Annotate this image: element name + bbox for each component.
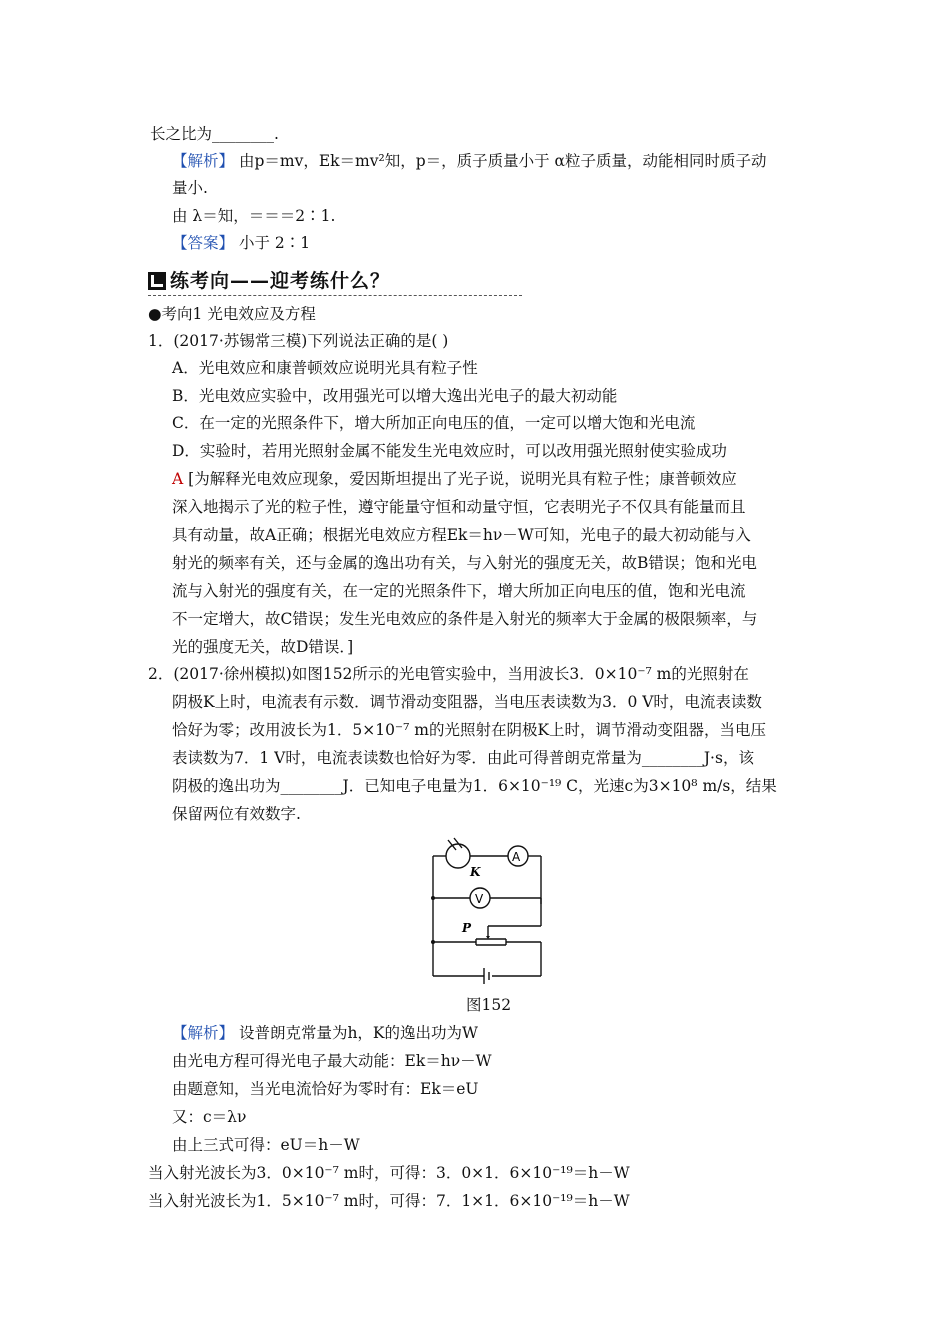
explanation-line: 深入地揭示了光的粒子性，遵守能量守恒和动量守恒，它表明光子不仅具有能量而且	[172, 498, 746, 516]
answer-tag: 【答案】	[172, 234, 235, 252]
question-2-line: 2．(2017·徐州模拟)如图152所示的光电管实验中，当用波长3．0×10⁻⁷ m的光照射在	[148, 665, 749, 683]
analysis-line	[172, 150, 767, 172]
solution-line: 由光电方程可得光电子最大动能：Ek＝hν－W	[172, 1052, 492, 1070]
question-1-stem: 1．(2017·苏锡常三模)下列说法正确的是( )	[148, 332, 449, 350]
dashed-divider	[148, 295, 522, 296]
text-line: 由 λ＝知，＝＝＝2∶1.	[172, 207, 336, 225]
text-line: 量小.	[172, 179, 208, 197]
explanation-line	[172, 468, 737, 490]
solution-line: 又：c＝λν	[172, 1108, 247, 1126]
option-a: A．光电效应和康普顿效应说明光具有粒子性	[172, 359, 478, 377]
text: 设普朗克常量为h，K的逸出功为W	[234, 1024, 478, 1042]
solution-line: 由题意知，当光电流恰好为零时有：Ek＝eU	[172, 1080, 479, 1098]
slider-label: P	[462, 921, 472, 935]
solution-line	[172, 1022, 478, 1044]
section-title: 练考向——迎考练什么？	[170, 270, 391, 292]
section-header	[148, 268, 522, 294]
solution-line: 当入射光波长为1．5×10⁻⁷ m时，可得：7．1×1．6×10⁻¹⁹＝h－W	[148, 1192, 630, 1210]
option-c: C．在一定的光照条件下，增大所加正向电压的值，一定可以增大饱和光电流	[172, 414, 696, 432]
answer-line	[172, 232, 310, 254]
check-box-icon	[148, 272, 166, 290]
question-2-line: 恰好为零；改用波长为1．5×10⁻⁷ m的光照射在阴极K上时，调节滑动变阻器，当电压	[172, 721, 767, 739]
explanation-line: 流与入射光的强度有关，在一定的光照条件下，增大所加正向电压的值，饱和光电流	[172, 582, 746, 600]
explanation-line: 射光的频率有关，还与金属的逸出功有关，与入射光的强度无关，故B错误；饱和光电	[172, 554, 757, 572]
question-2-line: 表读数为7．1 V时，电流表读数也恰好为零．由此可得普朗克常量为________J·s，该	[172, 749, 754, 767]
answer-text: 小于 2∶1	[234, 234, 311, 252]
ammeter-label: A	[512, 850, 521, 864]
figure-caption: 图152	[466, 996, 512, 1014]
text: [为解释光电效应现象，爱因斯坦提出了光子说，说明光具有粒子性；康普顿效应	[188, 470, 737, 488]
option-d: D．实验时，若用光照射金属不能发生光电效应时，可以改用强光照射使实验成功	[172, 442, 727, 460]
question-2-line: 阴极的逸出功为________J．已知电子电量为1．6×10⁻¹⁹ C，光速c为3×10⁸ m/s，结果	[172, 777, 777, 795]
answer-letter: A	[172, 470, 184, 488]
voltmeter-label: V	[475, 892, 484, 906]
solution-line: 由上三式可得：eU＝h－W	[172, 1136, 360, 1154]
circuit-diagram	[428, 836, 548, 986]
text: 由p＝mv，Ek＝mv²知，p＝，质子质量小于 α粒子质量，动能相同时质子动	[234, 152, 767, 170]
solution-line: 当入射光波长为3．0×10⁻⁷ m时，可得：3．0×1．6×10⁻¹⁹＝h－W	[148, 1164, 630, 1182]
text-line: 长之比为________.	[150, 125, 279, 143]
explanation-line: 不一定增大，故C错误；发生光电效应的条件是入射光的频率大于金属的极限频率，与	[172, 610, 758, 628]
topic-heading: ●考向1 光电效应及方程	[148, 305, 316, 323]
cathode-label: K	[470, 865, 481, 879]
analysis-tag: 【解析】	[172, 152, 235, 170]
analysis-tag: 【解析】	[172, 1024, 235, 1042]
question-2-line: 保留两位有效数字.	[172, 805, 301, 823]
question-2-line: 阴极K上时，电流表有示数．调节滑动变阻器，当电压表读数为3．0 V时，电流表读数	[172, 693, 762, 711]
explanation-line: 光的强度无关，故D错误．]	[172, 638, 354, 656]
explanation-line: 具有动量，故A正确；根据光电效应方程Ek＝hν－W可知，光电子的最大初动能与入	[172, 526, 751, 544]
option-b: B．光电效应实验中，改用强光可以增大逸出光电子的最大初动能	[172, 387, 618, 405]
